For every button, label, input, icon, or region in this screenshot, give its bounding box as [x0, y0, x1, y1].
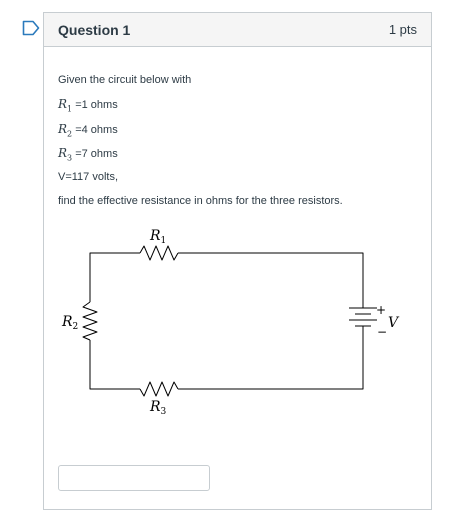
r3-label: $R_3$ — [150, 399, 167, 417]
top-wire-left — [90, 253, 140, 302]
top-wire-right — [178, 253, 363, 308]
r1-label: $R_1$ — [150, 228, 167, 246]
question-title: Question 1 — [58, 21, 131, 38]
question-points: 1 pts — [388, 22, 417, 37]
resistor-value: =1 ohms — [72, 99, 118, 111]
resistor-symbol: $R_2$ — [58, 122, 73, 139]
resistor-value: =7 ohms — [72, 148, 118, 160]
resistor-r3-zigzag — [140, 382, 178, 396]
intro-text: Given the circuit below with — [58, 74, 192, 86]
battery-label: V — [388, 315, 399, 331]
resistor-value: =4 ohms — [72, 124, 118, 136]
resistor-symbol: $R_3$ — [58, 146, 73, 163]
right-wire-bottom — [178, 326, 363, 389]
bottom-wire-left — [90, 340, 140, 389]
battery-plus-sign: + — [376, 303, 387, 317]
voltage-text: V=117 volts, — [58, 171, 119, 183]
resistor-r1-zigzag — [140, 246, 178, 260]
r2-label: $R_2$ — [62, 314, 79, 332]
resistor-symbol: $R_1$ — [58, 97, 73, 114]
battery-minus-sign: − — [377, 325, 388, 339]
prompt-text: find the effective resistance in ohms for the three resistors. — [58, 195, 343, 207]
resistor-r2-zigzag — [83, 302, 97, 340]
